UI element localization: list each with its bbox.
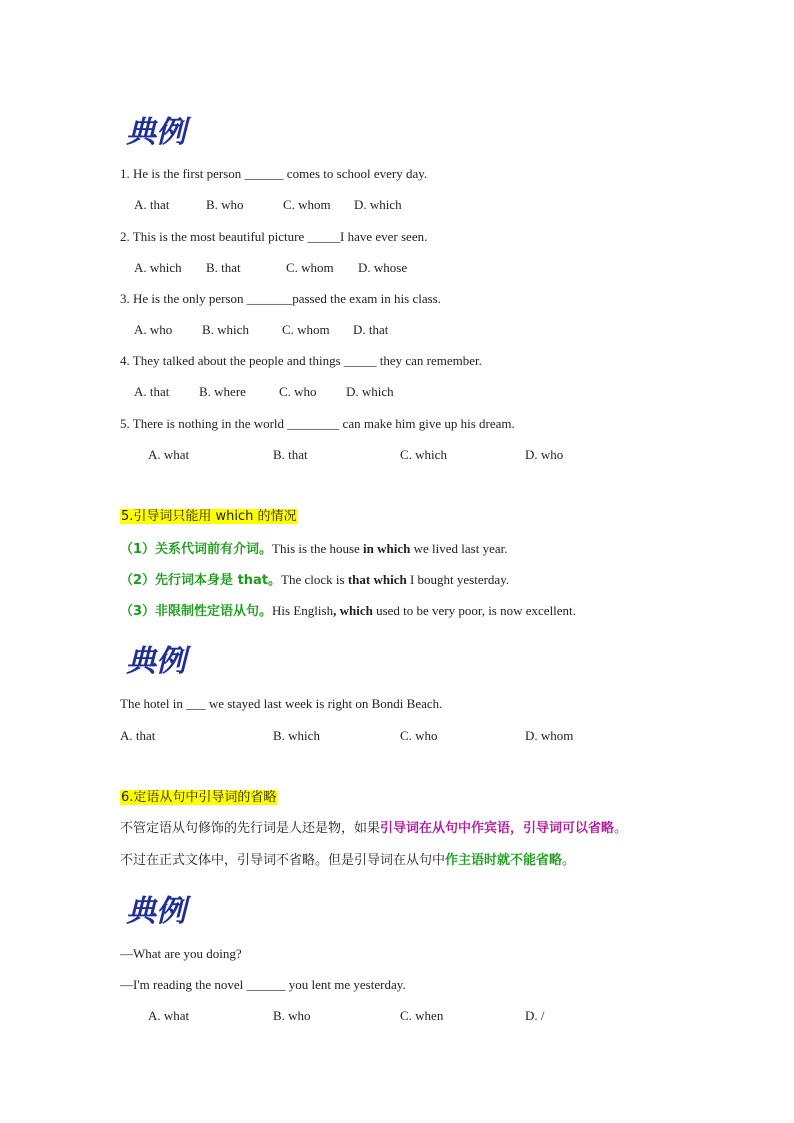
option: D. / bbox=[525, 1008, 545, 1023]
section-5-heading bbox=[120, 509, 298, 525]
option: B. who bbox=[206, 197, 244, 212]
option: B. who bbox=[273, 1008, 311, 1023]
option: D. whose bbox=[358, 260, 408, 275]
paragraph-emphasis: 引导词在从句中作宾语，引导词可以省略 bbox=[380, 821, 615, 836]
rule-text: The clock is bbox=[281, 572, 348, 587]
dialog-line-1: —What are you doing? bbox=[120, 946, 242, 961]
question-2: 2. This is the most beautiful picture _____I have ever seen. bbox=[120, 229, 428, 244]
option: C. who bbox=[400, 728, 438, 743]
option: C. whom bbox=[282, 322, 330, 337]
section-6-heading bbox=[120, 790, 277, 806]
example-logo-icon bbox=[124, 641, 204, 677]
question-1: 1. He is the first person ______ comes to school every day. bbox=[120, 166, 428, 181]
option: A. what bbox=[148, 1008, 190, 1023]
option: B. where bbox=[199, 384, 246, 399]
option: A. who bbox=[134, 322, 173, 337]
rule-text: I bought yesterday. bbox=[406, 572, 510, 587]
option: A. that bbox=[134, 197, 170, 212]
option: C. whom bbox=[286, 260, 334, 275]
option: C. which bbox=[400, 447, 447, 462]
example-logo-text: 典例 bbox=[126, 644, 186, 677]
option: C. when bbox=[400, 1008, 444, 1023]
rule-2 bbox=[120, 572, 509, 589]
section-6-heading-text: 6.定语从句中引导词的省略 bbox=[121, 790, 277, 805]
rule-3 bbox=[120, 603, 576, 620]
paragraph-emphasis: 作主语时就不能省略 bbox=[445, 853, 563, 868]
option: C. who bbox=[279, 384, 317, 399]
section-5-example-question: The hotel in ___ we stayed last week is right on Bondi Beach. bbox=[120, 696, 443, 711]
section-6-paragraph-1 bbox=[120, 821, 627, 837]
rule-keyword: , which bbox=[333, 603, 373, 618]
section-5-heading-text: 5.引导词只能用 which 的情况 bbox=[121, 509, 297, 524]
option: A. what bbox=[148, 447, 190, 462]
question-3: 3. He is the only person _______passed the exam in his class. bbox=[120, 291, 441, 306]
paragraph-text: 不管定语从句修饰的先行词是人还是物，如果 bbox=[120, 821, 381, 836]
option: B. that bbox=[273, 447, 308, 462]
rule-text: His English bbox=[272, 603, 334, 618]
option: D. whom bbox=[525, 728, 574, 743]
section-6-paragraph-2 bbox=[120, 853, 575, 869]
rule-text: This is the house bbox=[272, 541, 364, 556]
paragraph-text: 。 bbox=[614, 821, 628, 836]
question-5: 5. There is nothing in the world ________ can make him give up his dream. bbox=[120, 416, 515, 431]
rule-text: we lived last year. bbox=[410, 541, 508, 556]
example-logo-icon bbox=[124, 891, 204, 927]
rule-label: （1）关系代词前有介词。 bbox=[120, 542, 273, 557]
option: B. which bbox=[202, 322, 249, 337]
paragraph-text: 。 bbox=[562, 853, 576, 868]
example-logo-text: 典例 bbox=[126, 115, 186, 148]
example-logo-text: 典例 bbox=[126, 894, 186, 927]
option: A. that bbox=[120, 728, 156, 743]
option: D. which bbox=[354, 197, 402, 212]
option: C. whom bbox=[283, 197, 331, 212]
rule-label: （2）先行词本身是 that。 bbox=[120, 573, 282, 588]
rule-keyword: that which bbox=[347, 572, 407, 587]
option: A. which bbox=[134, 260, 182, 275]
rule-text: used to be very poor, is now excellent. bbox=[372, 603, 576, 618]
option: D. which bbox=[346, 384, 394, 399]
question-4: 4. They talked about the people and things _____ they can remember. bbox=[120, 353, 482, 368]
option: B. that bbox=[206, 260, 241, 275]
option: D. that bbox=[353, 322, 389, 337]
rule-keyword: in which bbox=[363, 541, 411, 556]
example-logo-icon bbox=[124, 112, 204, 148]
paragraph-text: 不过在正式文体中，引导词不省略。但是引导词在从句中 bbox=[120, 853, 446, 868]
rule-1 bbox=[120, 541, 507, 558]
option: D. who bbox=[525, 447, 564, 462]
option: A. that bbox=[134, 384, 170, 399]
option: B. which bbox=[273, 728, 320, 743]
rule-label: （3）非限制性定语从句。 bbox=[120, 604, 273, 619]
dialog-line-2: —I'm reading the novel ______ you lent me yesterday. bbox=[120, 977, 406, 992]
